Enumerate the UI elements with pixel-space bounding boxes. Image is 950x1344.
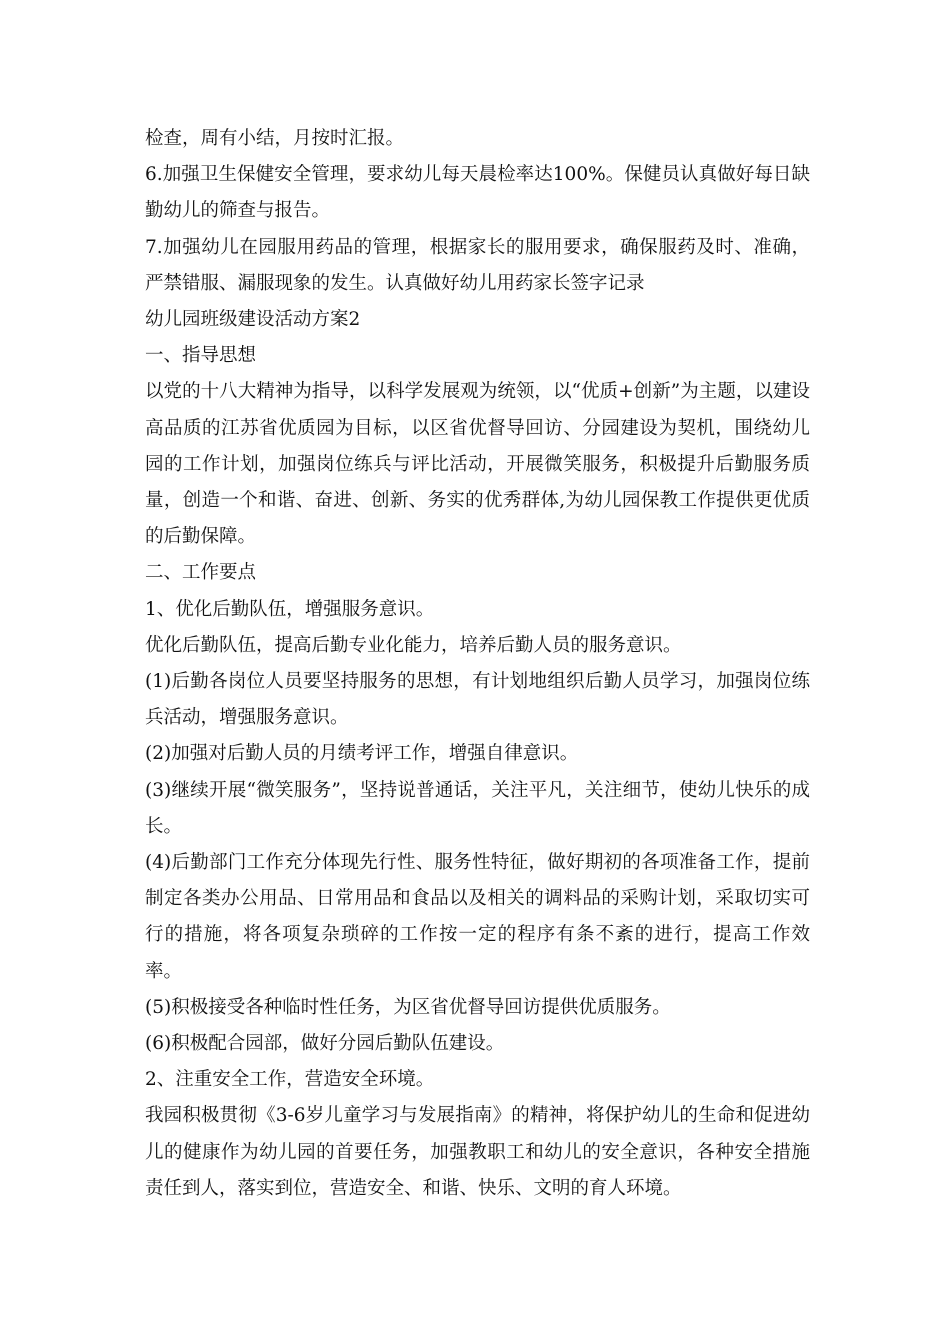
list-item-4: (4)后勤部门工作充分体现先行性、服务性特征，做好期初的各项准备工作，提前制定各类办公用品、日常用品和食品以及相关的调料品的采购计划，采取切实可行的措施，将各项复杂琐碎的工作按一定的程序有条不紊的进行，提高工作效率。: [145, 852, 810, 982]
document-body: [145, 121, 810, 1207]
paragraph-team: 优化后勤队伍，提高后勤专业化能力，培养后勤人员的服务意识。: [145, 634, 682, 656]
list-item-5: (5)积极接受各种临时性任务，为区省优督导回访提供优质服务。: [145, 996, 671, 1018]
paragraph-guiding-idea: 以党的十八大精神为指导，以科学发展观为统领，以“优质+创新”为主题，以建设高品质的江苏省优质园为目标，以区省优督导回访、分园建设为契机，围绕幼儿园的工作计划，加强岗位练兵与评比活动，开展微笑服务，积极提升后勤服务质量，创造一个和谐、奋进、创新、务实的优秀群体,为幼儿园保教工作提供更优质的后勤保障。: [145, 381, 810, 548]
subheading-safety: 2、注重安全工作，营造安全环境。: [145, 1069, 435, 1091]
list-item-1: (1)后勤各岗位人员要坚持服务的思想，有计划地组织后勤人员学习，加强岗位练兵活动，增强服务意识。: [145, 671, 810, 729]
paragraph-1: 检查，周有小结，月按时汇报。: [145, 128, 405, 149]
list-item-3: (3)继续开展“微笑服务”，坚持说普通话，关注平凡，关注细节，使幼儿快乐的成长。: [145, 779, 810, 837]
section-title: 幼儿园班级建设活动方案2: [145, 309, 361, 331]
heading-guiding-idea: 一、指导思想: [145, 345, 257, 367]
paragraph-3: 7.加强幼儿在园服用药品的管理，根据家长的服用要求，确保服药及时、准确，严禁错服、漏服现象的发生。认真做好幼儿用药家长签字记录: [145, 236, 810, 294]
list-item-2: (2)加强对后勤人员的月绩考评工作，增强自律意识。: [145, 743, 579, 765]
paragraph-2: 6.加强卫生保健安全管理，要求幼儿每天晨检率达100%。保健员认真做好每日缺勤幼儿的筛查与报告。: [145, 164, 810, 222]
list-item-6: (6)积极配合园部，做好分园后勤队伍建设。: [145, 1033, 505, 1055]
heading-work-points: 二、工作要点: [145, 562, 257, 584]
subheading-team: 1、优化后勤队伍，增强服务意识。: [145, 598, 435, 620]
paragraph-safety: 我园积极贯彻《3-6岁儿童学习与发展指南》的精神，将保护幼儿的生命和促进幼儿的健康作为幼儿园的首要任务，加强教职工和幼儿的安全意识，各种安全措施责任到人，落实到位，营造安全、和谐、快乐、文明的育人环境。: [145, 1105, 810, 1199]
